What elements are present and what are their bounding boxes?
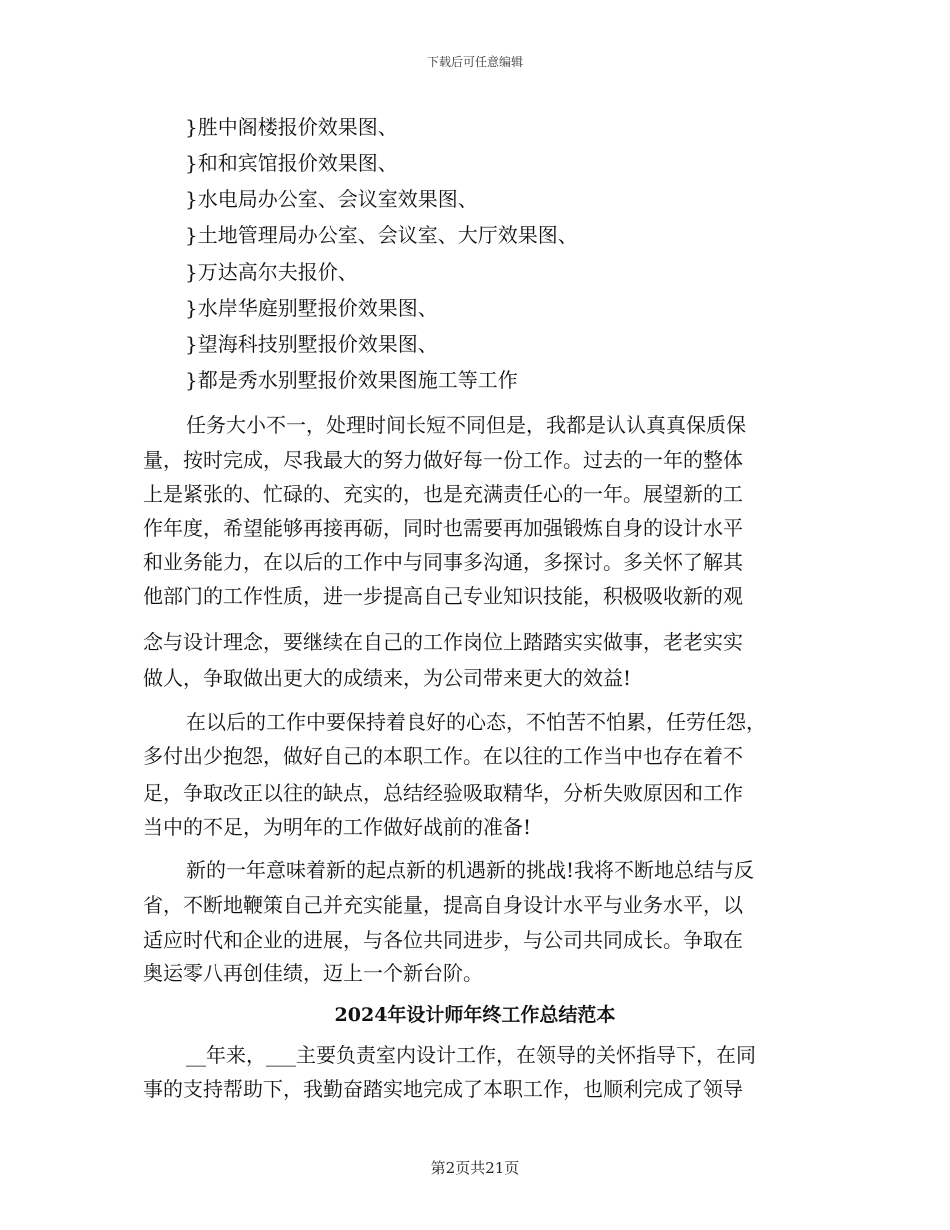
list-item: }胜中阁楼报价效果图、 [185, 115, 398, 139]
list-item: }望海科技别墅报价效果图、 [185, 332, 438, 356]
list-item: }水岸华庭别墅报价效果图、 [185, 296, 438, 320]
paragraph-line: 事的支持帮助下，我勤奋踏实地完成了本职工作，也顺利完成了领导 [143, 1077, 743, 1101]
section-title: 2024年设计师年终工作总结范本 [334, 1004, 616, 1026]
paragraph-line: 量，按时完成，尽我最大的努力做好每一份工作。过去的一年的整体 [143, 448, 743, 472]
paragraph-line: 当中的不足，为明年的工作做好战前的准备! [143, 815, 532, 839]
paragraph-line: __年来，___主要负责室内设计工作，在领导的关怀指导下，在同 [186, 1043, 756, 1067]
paragraph-line: 在以后的工作中要保持着良好的心态，不怕苦不怕累，任劳任怨， [186, 710, 766, 734]
paragraph-line: 和业务能力，在以后的工作中与同事多沟通，多探讨。多关怀了解其 [143, 550, 743, 574]
list-item: }都是秀水别墅报价效果图施工等工作 [185, 368, 518, 392]
paragraph-line: 多付出少抱怨，做好自己的本职工作。在以往的工作当中也存在着不 [143, 744, 743, 768]
paragraph-line: 省，不断地鞭策自己并充实能量，提高自身设计水平与业务水平，以 [143, 893, 743, 917]
paragraph-line: 做人，争取做出更大的成绩来，为公司带来更大的效益! [143, 666, 632, 690]
paragraph-line: 念与设计理念，要继续在自己的工作岗位上踏踏实实做事，老老实实 [143, 630, 743, 654]
paragraph-line: 作年度，希望能够再接再砺，同时也需要再加强锻炼自身的设计水平 [143, 516, 743, 540]
list-item: }万达高尔夫报价、 [185, 260, 358, 284]
list-item: }土地管理局办公室、会议室、大厅效果图、 [185, 223, 578, 247]
paragraph-line: 奥运零八再创佳绩，迈上一个新台阶。 [143, 961, 483, 985]
paragraph-line: 任务大小不一，处理时间长短不同但是，我都是认认真真保质保 [186, 413, 746, 437]
page-header: 下载后可任意编辑 [426, 55, 523, 69]
paragraph-line: 他部门的工作性质，进一步提高自己专业知识技能，积极吸收新的观 [143, 584, 743, 608]
paragraph-line: 上是紧张的、忙碌的、充实的，也是充满责任心的一年。展望新的工 [143, 482, 743, 506]
paragraph-line: 新的一年意味着新的起点新的机遇新的挑战!我将不断地总结与反 [186, 858, 755, 882]
list-item: }和和宾馆报价效果图、 [185, 151, 398, 175]
page-footer: 第2页共21页 [430, 1159, 520, 1177]
paragraph-line: 足，争取改正以往的缺点，总结经验吸取精华，分析失败原因和工作 [143, 781, 743, 805]
paragraph-line: 适应时代和企业的进展，与各位共同进步，与公司共同成长。争取在 [143, 928, 743, 952]
list-item: }水电局办公室、会议室效果图、 [185, 187, 478, 211]
